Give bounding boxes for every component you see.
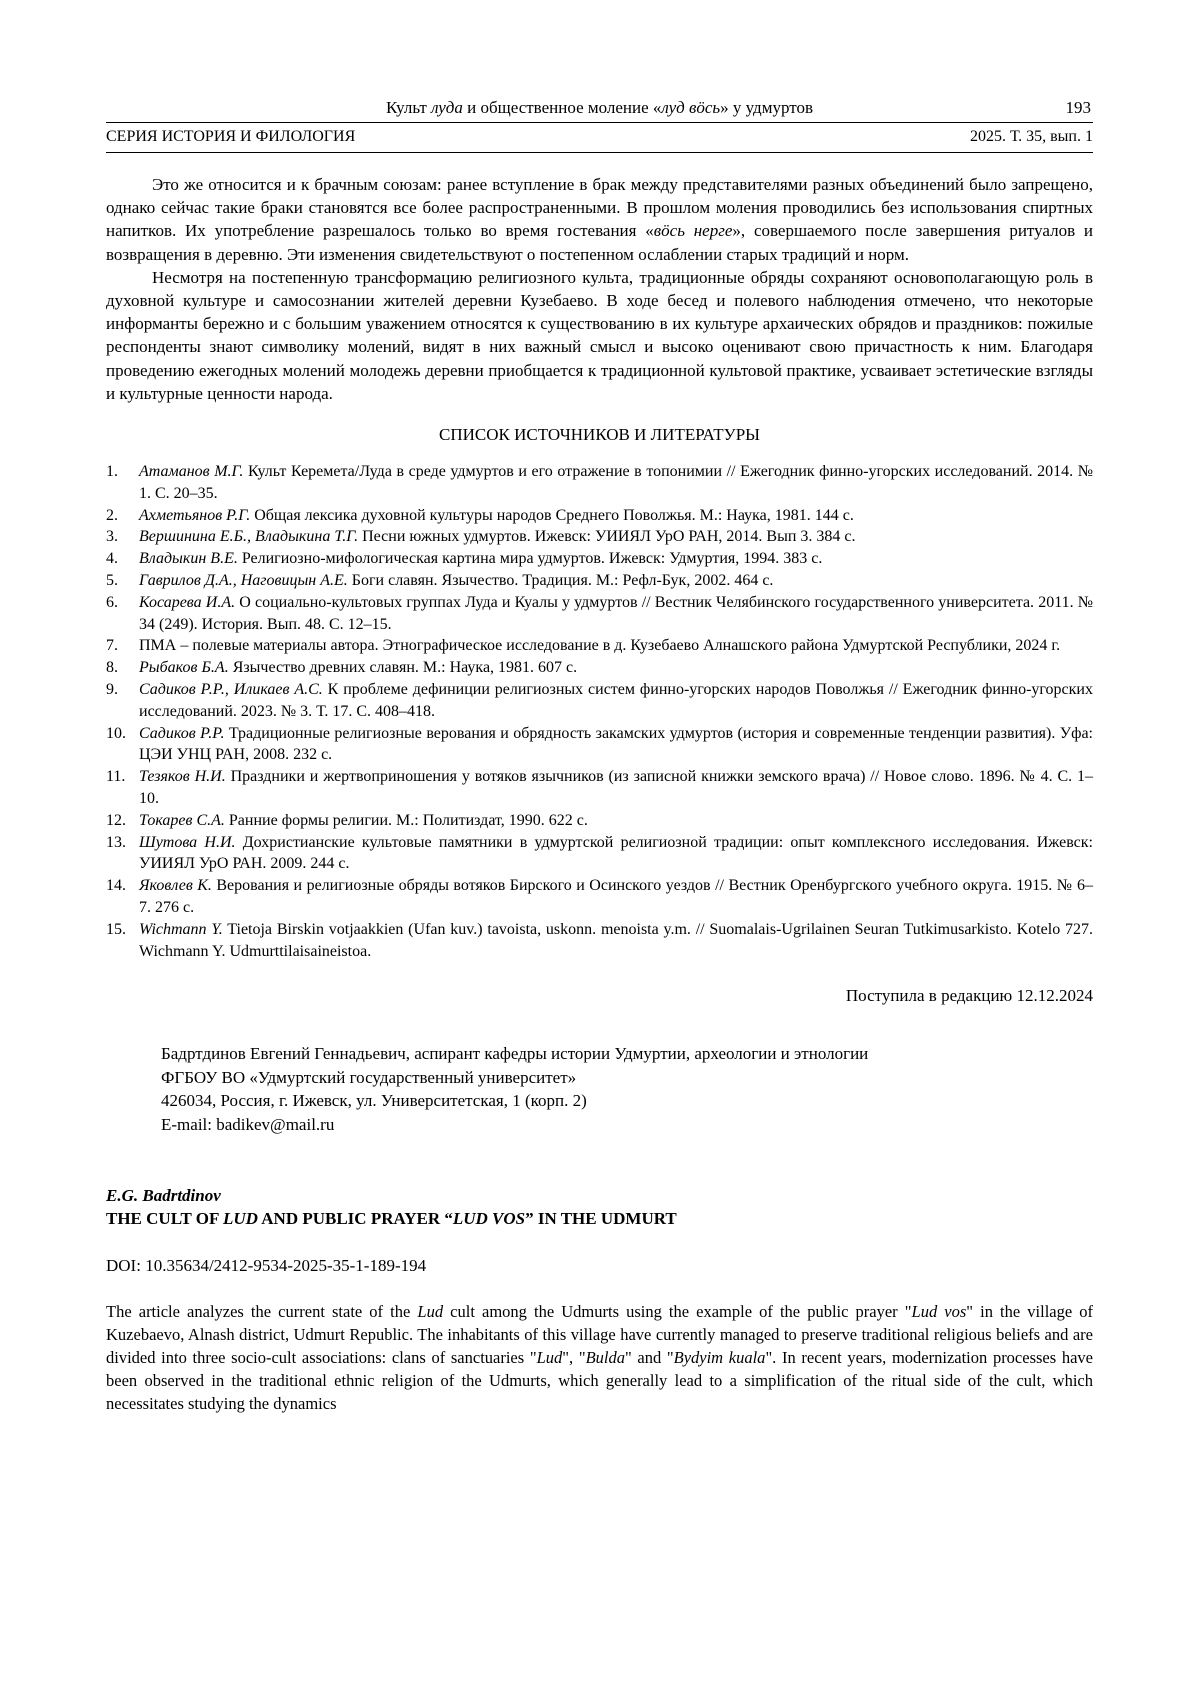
body-paragraph: Несмотря на постепенную трансформацию религиозного культа, традиционные обряды сохраняют основополагающую роль в духовной культуре и самосознании жителей деревни Кузебаево. В ходе бесед и полевого наблюдения отмечено, что некоторые информанты бережно и с большим уважением относятся к существованию в их культуре архаических обрядов и праздников: пожилые респонденты знают символику молений, видят в них важный смысл и высоко оценивают свою причастность к ним. Благодаря проведению ежегодных молений молодежь деревни приобщается к традиционной культовой практике, усваивает эстетические взгляды и культурные ценности народа. — [106, 267, 1093, 403]
reference-text: Токарев С.А. Ранние формы религии. М.: Политиздат, 1990. 622 с. — [139, 811, 588, 829]
reference-text: Садиков Р.Р. Традиционные религиозные верования и обрядность закамских удмуртов (история и современные тенденции развития). Уфа: ЦЭИ УНЦ РАН, 2008. 232 с. — [139, 724, 1093, 764]
page-header — [106, 96, 1093, 153]
reference-item — [106, 919, 1093, 963]
issue-info: 2025. Т. 35, вып. 1 — [969, 128, 1093, 145]
reference-text: ПМА – полевые материалы автора. Этнографическое исследование в д. Кузебаево Алнашского района Удмуртской Республики, 2024 г. — [139, 637, 1061, 655]
series-title: СЕРИЯ ИСТОРИЯ И ФИЛОЛОГИЯ — [106, 128, 356, 145]
english-author: E.G. Badrtdinov — [106, 1186, 221, 1206]
reference-item — [106, 505, 1093, 527]
reference-item — [106, 592, 1093, 636]
reference-number: 13. — [106, 833, 126, 851]
reference-number: 15. — [106, 920, 126, 938]
reference-text: Косарева И.А. О социально-культовых группах Луда и Куалы у удмуртов // Вестник Челябинского государственного университета. 2011. № 34 (249). История. Вып. 48. С. 12–15. — [139, 593, 1094, 633]
reference-number: 10. — [106, 724, 126, 742]
reference-text: Садиков Р.Р., Иликаев А.С. К проблеме дефиниции религиозных систем финно-угорских народов Поволжья // Ежегодник финно-угорских исследований. 2023. № 3. Т. 17. С. 408–418. — [139, 681, 1093, 720]
reference-number: 2. — [106, 506, 118, 524]
reference-item — [106, 766, 1093, 810]
reference-text: Гаврилов Д.А., Наговицын А.Е. Боги славян. Язычество. Традиция. М.: Рефл-Бук, 2002. 464 с. — [139, 572, 774, 590]
reference-number: 5. — [106, 572, 118, 590]
english-abstract: The article analyzes the current state of the Lud cult among the Udmurts using the example of the public prayer "Lud vos" in the village of Kuzebaevo, Alnash district, Udmurt Republic. The inhabitants of this village have currently managed to preserve traditional religious beliefs and are divided into three socio-cult associations: clans of sanctuaries "Lud", "Bulda" and "Bydyim kuala". In recent years, modernization processes have been observed in the traditional ethnic religion of the Udmurts, which generally lead to a simplification of the ritual side of the cult, which necessitates studying the dynamics — [106, 1302, 1094, 1413]
page-number: 193 — [1065, 98, 1091, 117]
article-body — [106, 173, 1093, 405]
reference-item — [106, 635, 1093, 657]
reference-item — [106, 526, 1093, 548]
reference-number: 1. — [106, 463, 118, 481]
author-info — [106, 1042, 1093, 1136]
reference-item — [106, 875, 1093, 919]
references-heading: СПИСОК ИСТОЧНИКОВ И ЛИТЕРАТУРЫ — [439, 425, 760, 445]
reference-number: 14. — [106, 877, 126, 895]
reference-text: Шутова Н.И. Дохристианские культовые памятники в удмуртской религиозной традиции: опыт комплексного исследования. Ижевск: УИИЯЛ УрО РАН. 2009. 244 с. — [139, 833, 1093, 873]
reference-item — [106, 810, 1093, 832]
author-name-line: Бадртдинов Евгений Геннадьевич, аспирант кафедры истории Удмуртии, археологии и этнологии — [161, 1044, 869, 1064]
english-section — [106, 1184, 1093, 1415]
reference-number: 4. — [106, 550, 118, 568]
reference-item — [106, 461, 1093, 505]
references-list — [106, 461, 1093, 962]
running-title: Культ луда и общественное моление «луд вöсь» у удмуртов — [386, 98, 813, 117]
reference-number: 7. — [106, 637, 118, 655]
reference-item — [106, 548, 1093, 570]
english-title: THE CULT OF LUD AND PUBLIC PRAYER “LUD VOS” IN THE UDMURT — [106, 1209, 677, 1229]
reference-number: 9. — [106, 681, 118, 698]
body-paragraph: Это же относится и к брачным союзам: ранее вступление в брак между представителями разных объединений было запрещено, однако сейчас такие браки становятся все более распространенными. В прошлом моления проводились без использования спиртных напитков. Их употребление разрешалось только во время гостевания «вöсь нерге», совершаемого после завершения ритуалов и возвращения в деревню. Эти изменения свидетельствуют о постепенном ослаблении старых традиций и норм. — [106, 175, 1093, 264]
reference-text: Вершинина Е.Б., Владыкина Т.Г. Песни южных удмуртов. Ижевск: УИИЯЛ УрО РАН, 2014. Вып 3. 384 с. — [139, 528, 856, 546]
reference-text: Рыбаков Б.А. Язычество древних славян. М.: Наука, 1981. 607 с. — [139, 659, 578, 677]
reference-text: Атаманов М.Г. Культ Керемета/Луда в среде удмуртов и его отражение в топонимии // Ежегодник финно-угорских исследований. 2014. № 1. С. 20–35. — [139, 463, 1093, 502]
reference-number: 3. — [106, 528, 118, 546]
reference-text: Владыкин В.Е. Религиозно-мифологическая картина мира удмуртов. Ижевск: Удмуртия, 1994. 383 с. — [139, 550, 823, 568]
reference-text: Яковлев К. Верования и религиозные обряды вотяков Бирского и Осинского уездов // Вестник Оренбургского учебного округа. 1915. № 6–7. 276 с. — [139, 877, 1094, 916]
received-date: Поступила в редакцию 12.12.2024 — [845, 986, 1093, 1006]
reference-item — [106, 723, 1093, 767]
reference-item — [106, 832, 1093, 876]
reference-number: 11. — [106, 768, 126, 786]
reference-number: 6. — [106, 593, 118, 611]
series-row — [106, 123, 1093, 153]
running-head — [106, 96, 1093, 123]
reference-text: Wichmann Y. Tietoja Birskin votjaakkien (Ufan kuv.) tavoista, uskonn. menoista y.m. // Suomalais-Ugrilainen Seuran Tutkimusarkisto. Kotelo 727. Wichmann Y. Udmurttilaisaineistoa. — [139, 920, 1094, 960]
email-line: E-mail: badikev@mail.ru — [161, 1114, 335, 1134]
reference-item — [106, 657, 1093, 679]
reference-text: Тезяков Н.И. Праздники и жертвоприношения у вотяков язычников (из записной книжки земского врача) // Новое слово. 1896. № 4. С. 1–10. — [139, 768, 1094, 807]
doi: DOI: 10.35634/2412-9534-2025-35-1-189-194 — [106, 1256, 427, 1276]
reference-number: 8. — [106, 659, 118, 677]
reference-text: Ахметьянов Р.Г. Общая лексика духовной культуры народов Среднего Поволжья. М.: Наука, 1981. 144 с. — [139, 506, 854, 524]
reference-item — [106, 679, 1093, 723]
reference-item — [106, 570, 1093, 592]
address-line: 426034, Россия, г. Ижевск, ул. Университетская, 1 (корп. 2) — [161, 1091, 587, 1111]
reference-number: 12. — [106, 811, 126, 829]
affiliation-line: ФГБОУ ВО «Удмуртский государственный университет» — [161, 1067, 577, 1087]
